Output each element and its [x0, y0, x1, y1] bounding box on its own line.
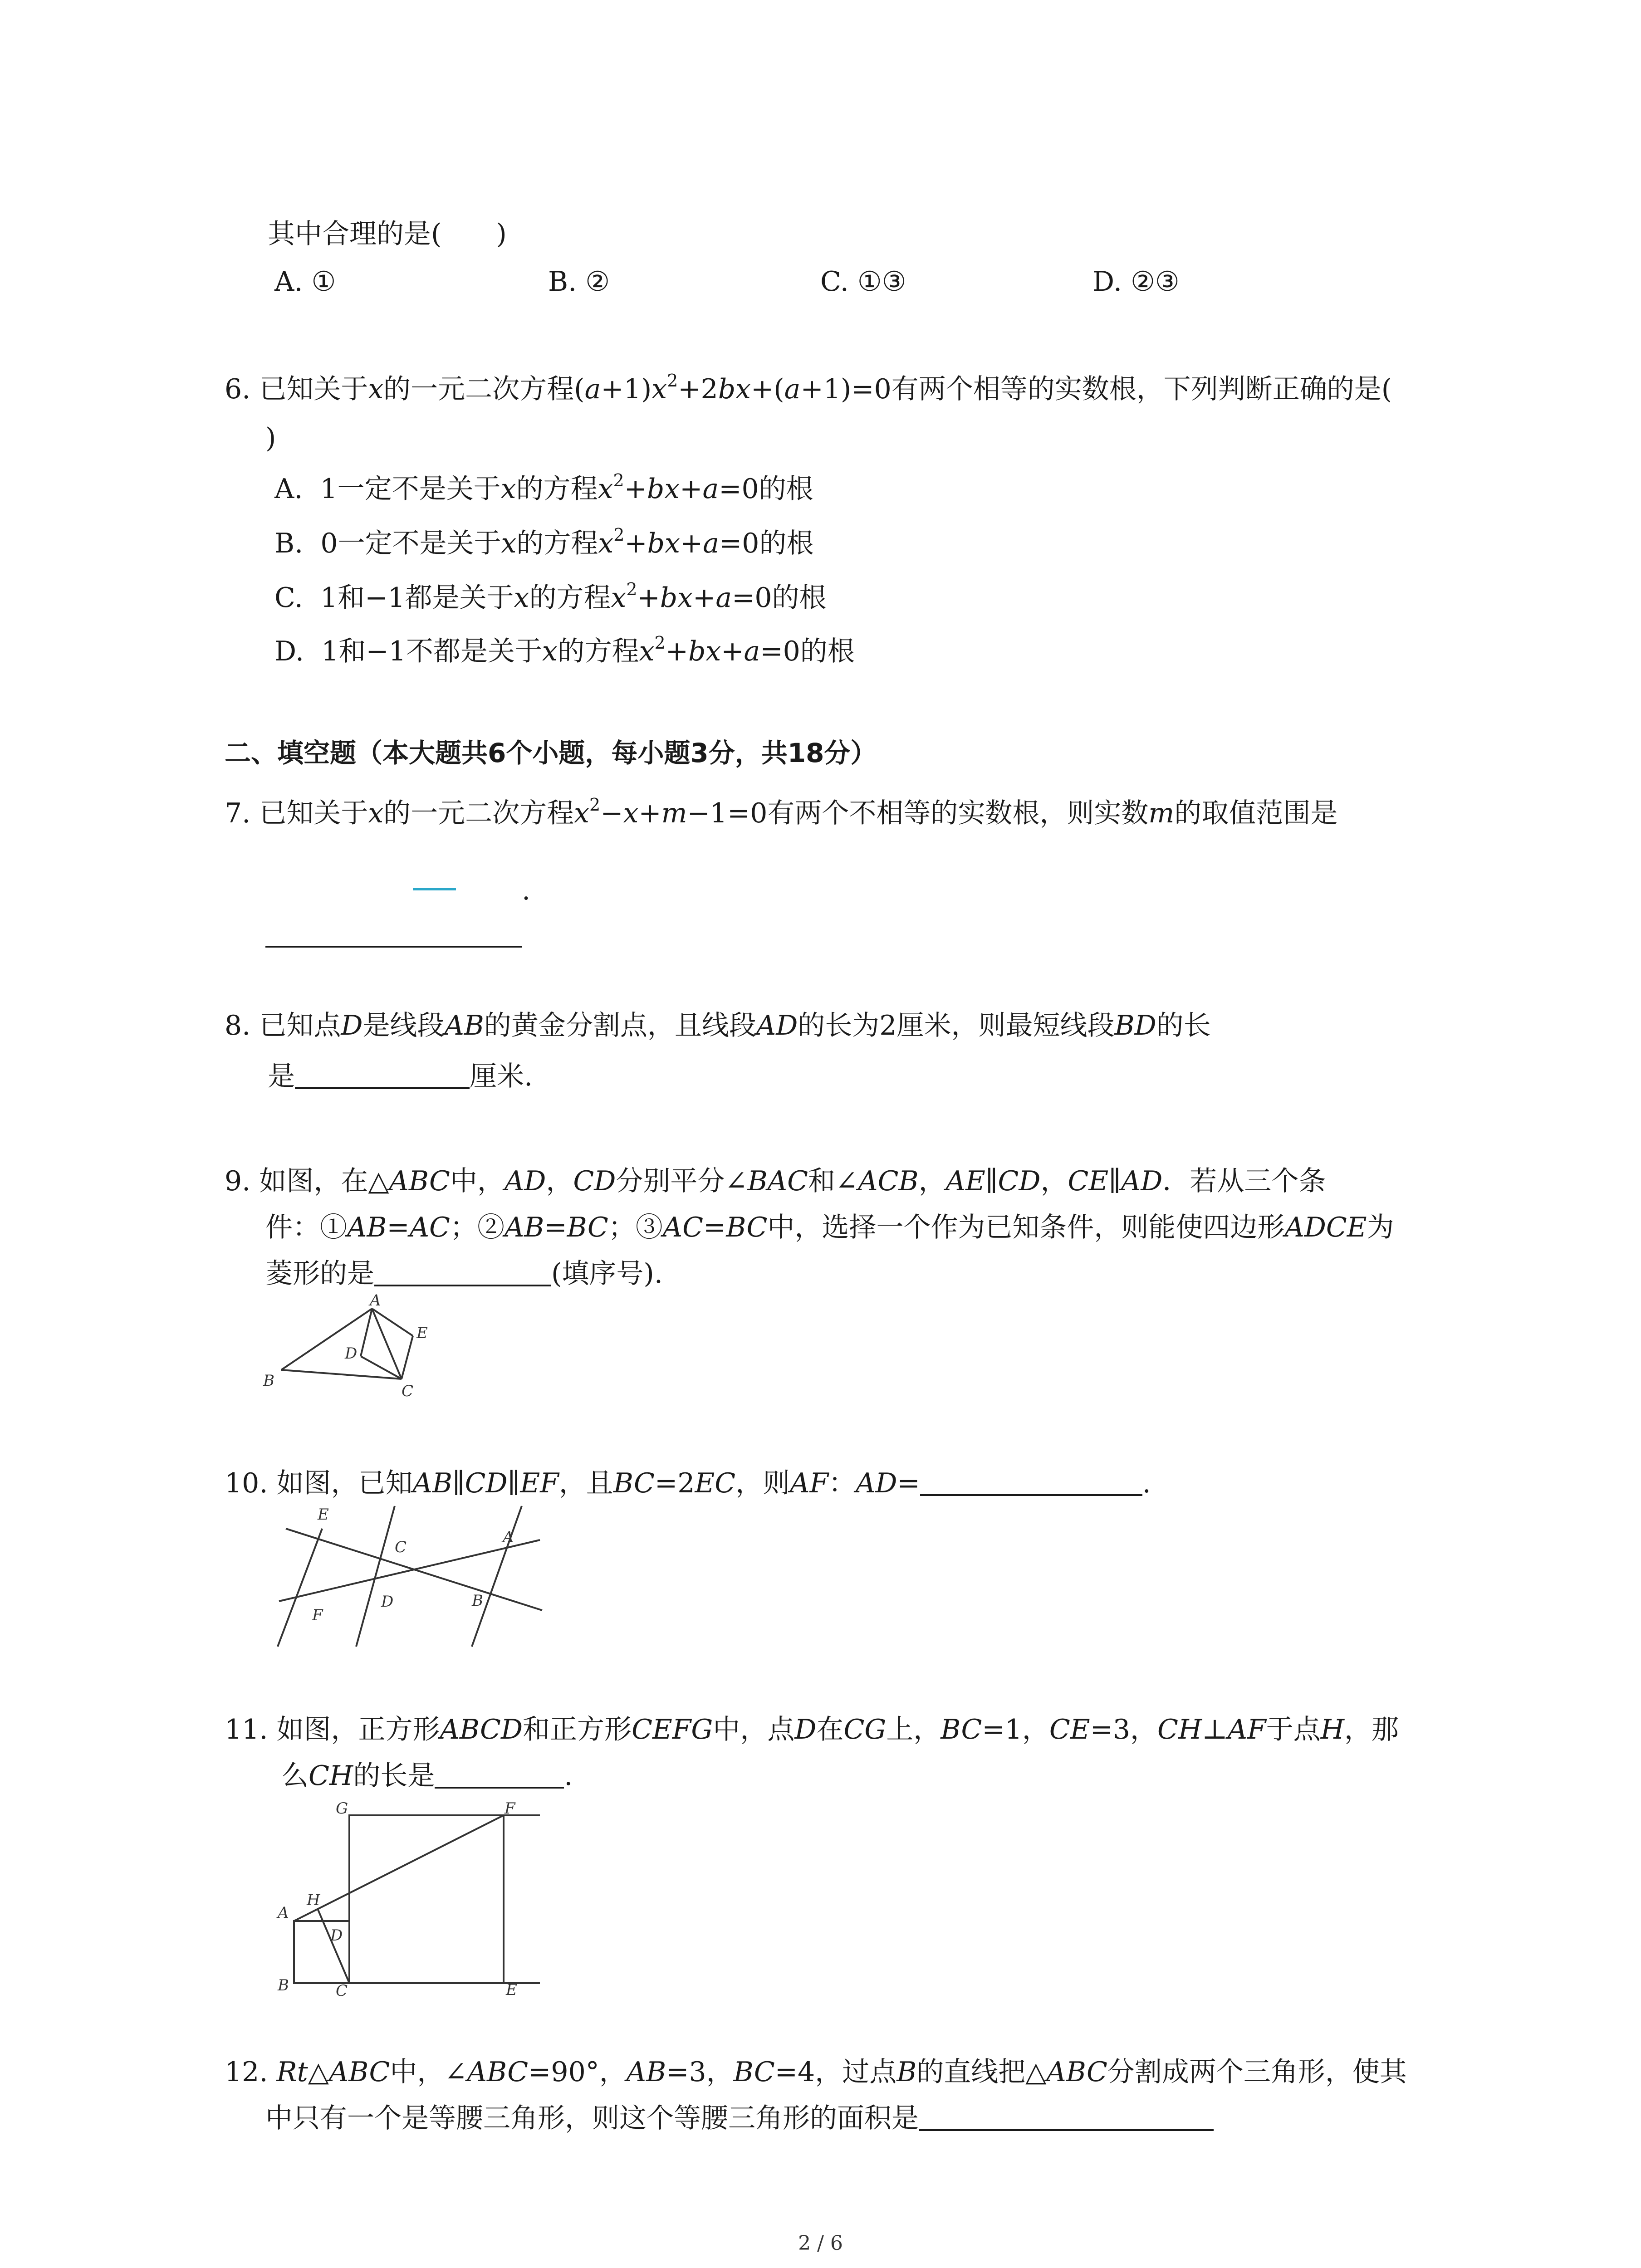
- q11-answer-blank[interactable]: [435, 1760, 564, 1789]
- q11-stem-line1: 11. 如图，正方形ABCD和正方形CEFG中，点D在CG上，BC=1，CE=3，CH⊥AF于点H，那: [225, 1714, 1399, 1745]
- q5-option-b[interactable]: B. ②: [548, 266, 610, 298]
- fig9-label-b: B: [263, 1372, 274, 1390]
- q6-option-b[interactable]: B. 0一定不是关于x的方程$x^2+bx+a=0$的根: [274, 525, 814, 559]
- fig11-label-b: B: [278, 1976, 289, 1994]
- fig11-label-f: F: [505, 1799, 515, 1818]
- q7-stem: 7. 已知关于x的一元二次方程$x^2-x+m-1=0$有两个不相等的实数根，则实数m的取值范围是: [225, 795, 1338, 829]
- q12-answer-blank[interactable]: [919, 2102, 1214, 2131]
- fig9-label-c: C: [402, 1382, 414, 1400]
- q9-figure: [259, 1293, 454, 1402]
- q7-period: .: [522, 875, 531, 906]
- q9-stem-line2: 件：①AB=AC；②AB=BC；③AC=BC中，选择一个作为已知条件，则能使四边形ADCE为: [265, 1212, 1394, 1243]
- fig10-label-c: C: [395, 1538, 407, 1556]
- q8-answer-blank[interactable]: [295, 1060, 470, 1089]
- q10-stem: 10. 如图，已知AB∥CD∥EF，且BC=2EC，则AF：AD= .: [225, 1467, 1151, 1499]
- q5-option-d[interactable]: D. ②③: [1092, 266, 1180, 298]
- q9-answer-blank[interactable]: [374, 1257, 551, 1286]
- fig9-label-d: D: [345, 1344, 358, 1363]
- fig10-label-f: F: [312, 1606, 323, 1624]
- q6-option-a[interactable]: A. 1一定不是关于x的方程$x^2+bx+a=0$的根: [274, 470, 813, 505]
- fig11-label-h: H: [307, 1891, 320, 1909]
- fig10-label-d: D: [381, 1593, 394, 1611]
- q7-hint-mark: [413, 888, 456, 890]
- fig10-label-a: A: [503, 1528, 514, 1546]
- page-number: 2 / 6: [798, 2232, 843, 2255]
- q8-stem-line2: 是 厘米.: [268, 1061, 533, 1092]
- q6-option-c[interactable]: C. 1和−1都是关于x的方程$x^2+bx+a=0$的根: [274, 579, 827, 614]
- q12-stem-line2: 中只有一个是等腰三角形，则这个等腰三角形的面积是: [265, 2101, 1214, 2136]
- fig11-label-d: D: [330, 1926, 343, 1945]
- q9-stem-line1: 9. 如图，在△ABC中，AD，CD分别平分∠BAC和∠ACB，AE∥CD，CE∥AD．若从三个条: [225, 1165, 1326, 1197]
- fig10-label-b: B: [472, 1592, 483, 1610]
- q12-stem-line1: 12. Rt△ABC中，∠ABC=90°，AB=3，BC=4，过点B的直线把△ABC分割成两个三角形，使其: [225, 2056, 1407, 2088]
- q6-stem-close: ): [265, 422, 276, 454]
- q7-answer-blank[interactable]: [265, 946, 522, 948]
- q10-answer-blank[interactable]: [920, 1467, 1142, 1496]
- q8-stem: 8. 已知点D是线段AB的黄金分割点，且线段AD的长为2厘米，则最短线段BD的长: [225, 1010, 1211, 1041]
- q5-stem: 其中合理的是( ): [268, 218, 507, 250]
- fig10-label-e: E: [318, 1505, 329, 1524]
- fig11-label-g: G: [336, 1799, 348, 1818]
- q10-figure: [272, 1497, 554, 1651]
- q11-figure: [268, 1796, 540, 2000]
- fig9-label-a: A: [370, 1293, 381, 1310]
- q6-stem: 6. 已知关于x的一元二次方程$(a+1)x^2+2bx+(a+1)=0$有两个相等的实数根，下列判断正确的是(: [225, 371, 1392, 405]
- section-heading: 二、填空题（本大题共6个小题，每小题3分，共18分）: [225, 738, 877, 768]
- q6-option-d[interactable]: D. 1和−1不都是关于x的方程$x^2+bx+a=0$的根: [274, 633, 855, 667]
- fig11-label-c: C: [336, 1982, 348, 2000]
- fig9-label-e: E: [416, 1324, 428, 1342]
- q11-stem-line2: 么CH的长是 .: [281, 1760, 573, 1792]
- fig11-label-a: A: [278, 1904, 289, 1922]
- q9-stem-line3: 菱形的是 (填序号).: [265, 1258, 663, 1290]
- q5-option-c[interactable]: C. ①③: [820, 266, 906, 298]
- q5-option-a[interactable]: A. ①: [274, 266, 336, 298]
- fig11-label-e: E: [506, 1981, 517, 1999]
